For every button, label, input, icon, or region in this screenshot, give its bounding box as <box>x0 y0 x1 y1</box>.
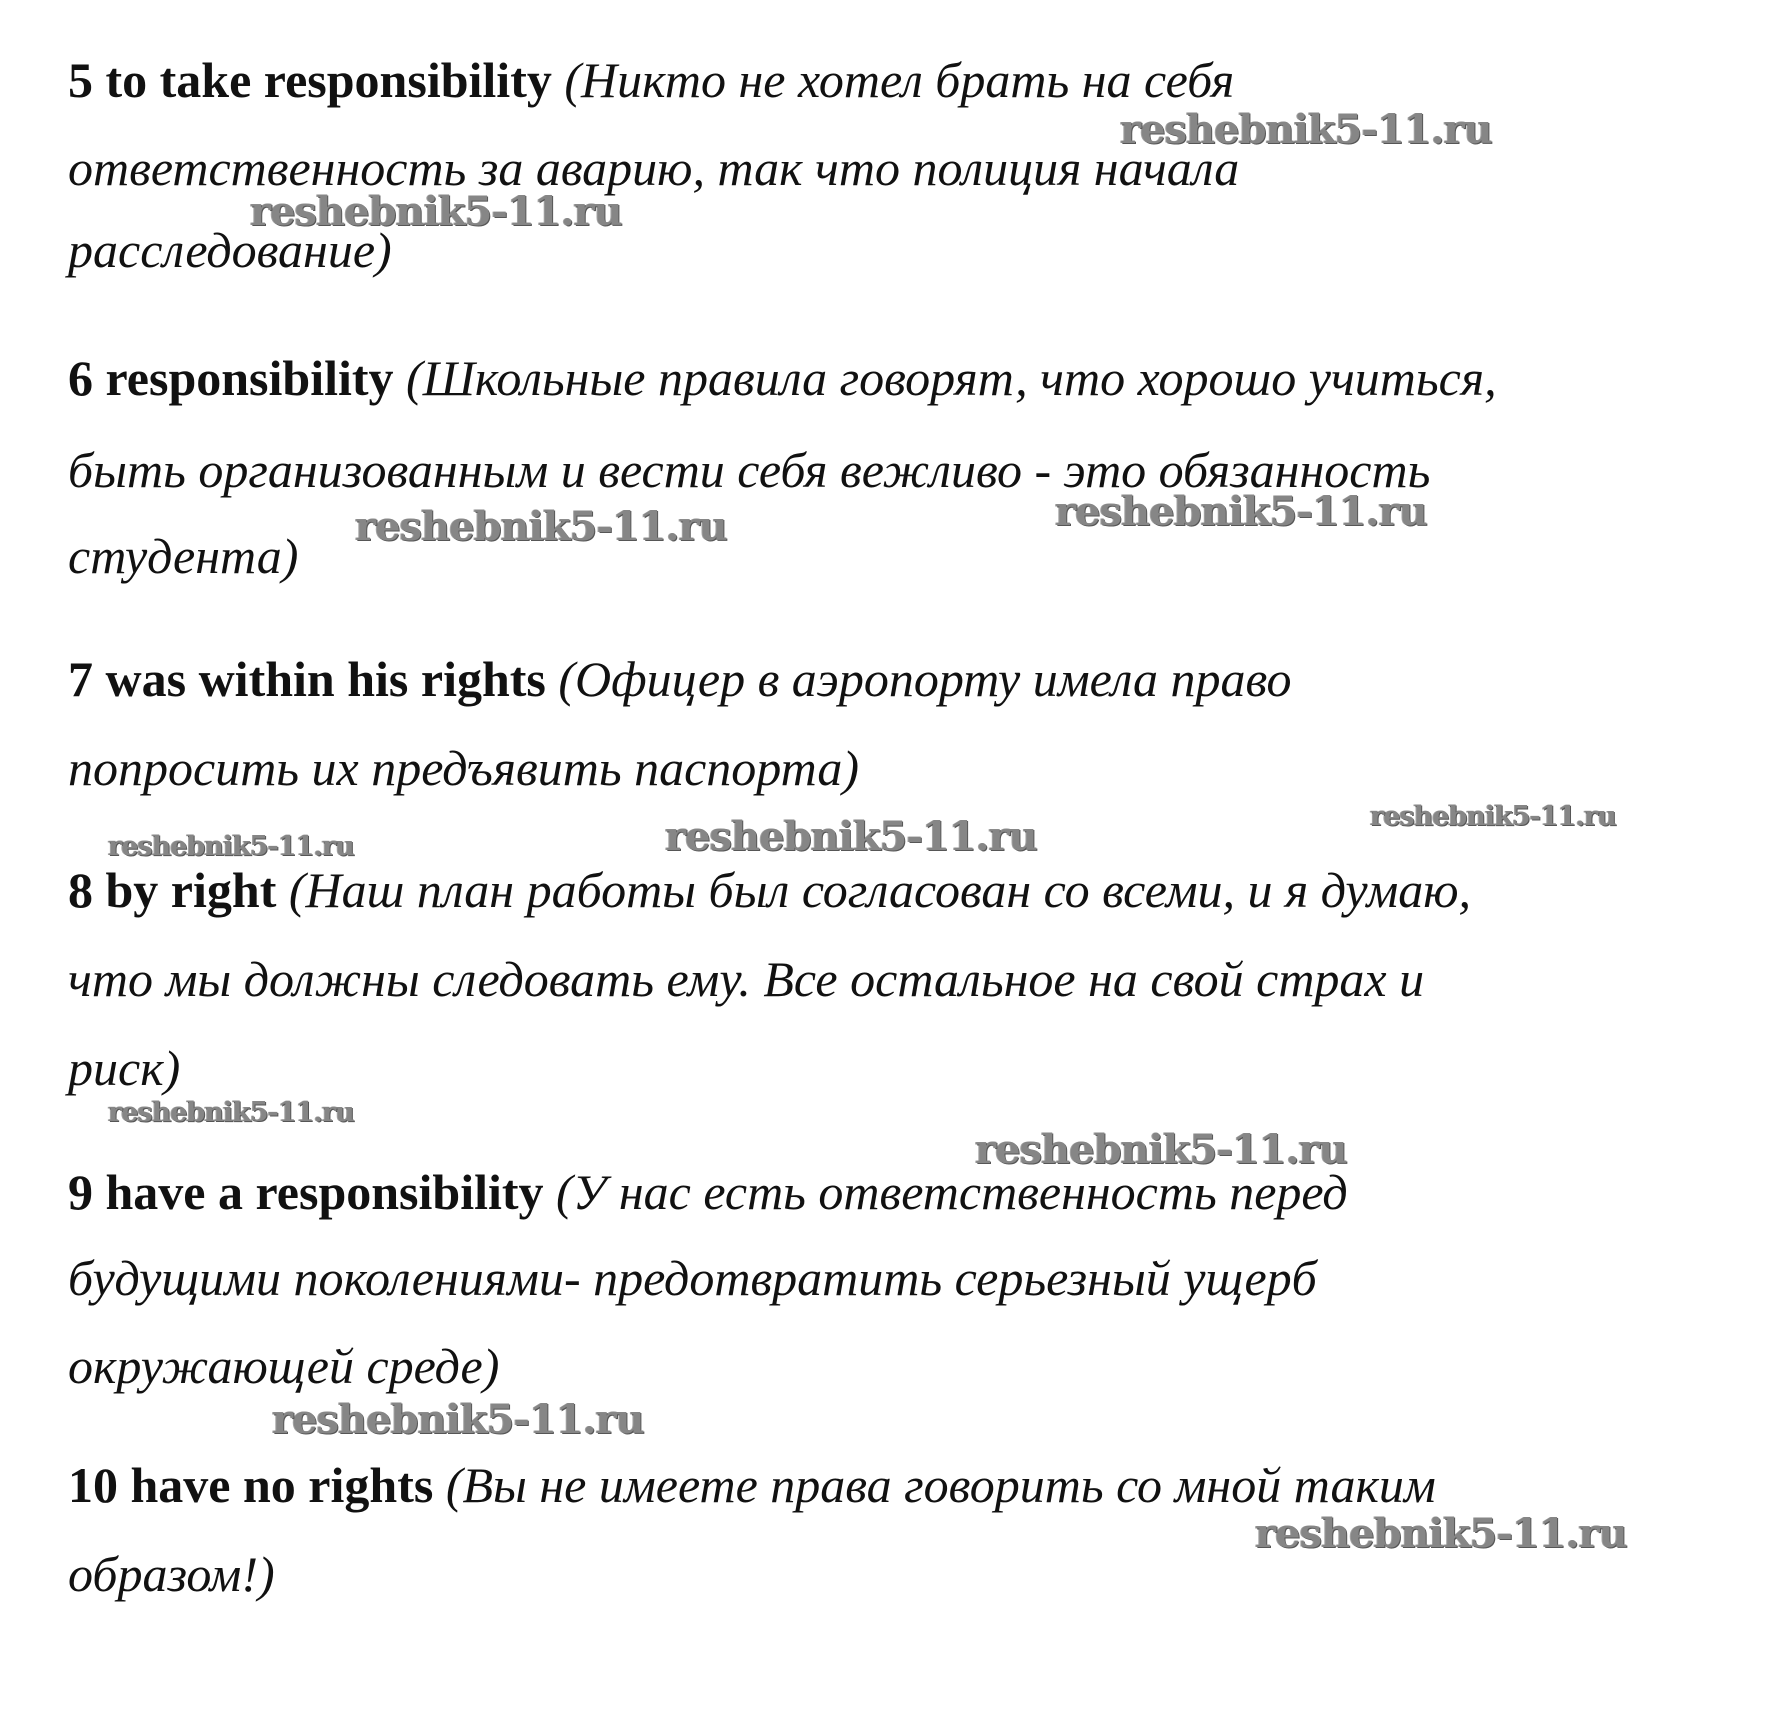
entry-5-translation-line-1: (Никто не хотел брать на себя <box>564 52 1235 108</box>
entry-8-translation-line-1: (Наш план работы был согласован со всеми, и я думаю, <box>288 862 1472 918</box>
entry-8-translation-line-2: что мы должны следовать ему. Все остальное на свой страх и <box>68 951 1425 1007</box>
entry-9-translation-line-1: (У нас есть ответственность перед <box>556 1164 1348 1220</box>
watermark: reshebnik5-11.ru <box>1370 801 1616 832</box>
watermark: reshebnik5-11.ru <box>975 1126 1347 1173</box>
entry-8-term: 8 by right <box>68 862 277 918</box>
entry-9-translation-line-2: будущими поколениями- предотвратить серьезный ущерб <box>68 1250 1317 1306</box>
entry-6-term: 6 responsibility <box>68 350 394 406</box>
watermark: reshebnik5-11.ru <box>1120 106 1492 153</box>
watermark: reshebnik5-11.ru <box>108 1097 354 1128</box>
entry-9-translation-line-3: окружающей среде) <box>68 1338 500 1394</box>
entry-10-translation-line-2: образом!) <box>68 1546 275 1602</box>
entry-8-line-1 <box>68 862 1471 918</box>
entry-6-translation-line-3: студента) <box>68 528 299 584</box>
entry-7-term: 7 was within his rights <box>68 651 546 707</box>
entry-5-translation-line-3: расследование) <box>68 222 392 278</box>
entry-10-line-1 <box>68 1457 1436 1513</box>
entry-7-translation-line-2: попросить их предъявить паспорта) <box>68 740 859 796</box>
entry-7-line-1 <box>68 651 1292 707</box>
entry-6-translation-line-2: быть организованным и вести себя вежливо - это обязанность <box>68 442 1431 498</box>
watermark: reshebnik5-11.ru <box>355 503 727 550</box>
watermark: reshebnik5-11.ru <box>250 188 622 235</box>
entry-5-term: 5 to take responsibility <box>68 52 552 108</box>
entry-6-line-1 <box>68 350 1497 406</box>
watermark: reshebnik5-11.ru <box>1255 1510 1627 1557</box>
entry-5-translation-line-2: ответственность за аварию, так что полиция начала <box>68 140 1240 196</box>
watermark: reshebnik5-11.ru <box>1055 488 1427 535</box>
entry-8-translation-line-3: риск) <box>68 1040 181 1096</box>
watermark: reshebnik5-11.ru <box>108 831 354 862</box>
entry-6-translation-line-1: (Школьные правила говорят, что хорошо учиться, <box>406 350 1497 406</box>
entry-5-line-1 <box>68 52 1234 108</box>
watermark: reshebnik5-11.ru <box>272 1396 644 1443</box>
watermark: reshebnik5-11.ru <box>665 813 1037 860</box>
entry-9-term: 9 have a responsibility <box>68 1164 544 1220</box>
entry-7-translation-line-1: (Офицер в аэропорту имела право <box>558 651 1292 707</box>
entry-10-translation-line-1: (Вы не имеете права говорить со мной таким <box>445 1457 1436 1513</box>
entry-10-term: 10 have no rights <box>68 1457 434 1513</box>
